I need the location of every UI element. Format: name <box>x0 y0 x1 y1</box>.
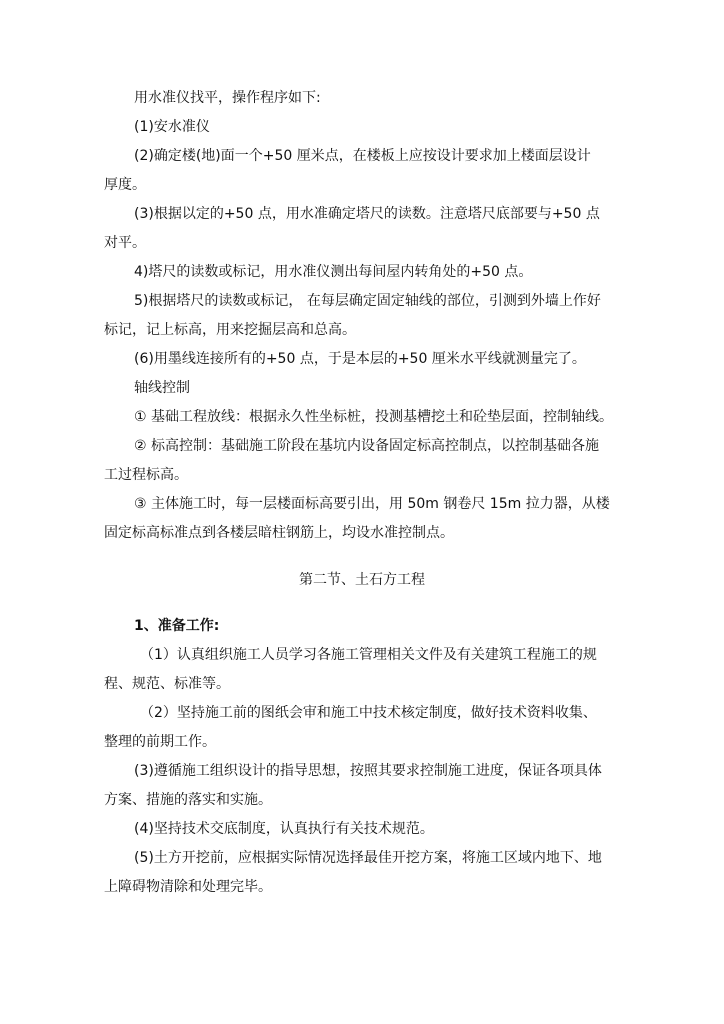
paragraph-line: 标记，记上标高，用来挖掘层高和总高。 <box>104 322 356 338</box>
paragraph-line: ① 基础工程放线：根据永久性坐标桩，投测基槽挖土和砼垫层面，控制轴线。 <box>134 409 613 425</box>
paragraph-line: (6)用墨线连接所有的+50 点，于是本层的+50 厘米水平线就测量完了。 <box>134 351 586 367</box>
subsection-title: 1、准备工作: <box>134 618 220 634</box>
paragraph-line: 用水准仪找平，操作程序如下: <box>134 90 321 106</box>
paragraph-line: (4)坚持技术交底制度，认真执行有关技术规范。 <box>134 821 434 837</box>
paragraph-line: 4)塔尺的读数或标记，用水准仪测出每间屋内转角处的+50 点。 <box>134 264 533 280</box>
paragraph-line: ③ 主体施工时，每一层楼面标高要引出，用 50m 钢卷尺 15m 拉力器，从楼 <box>134 496 610 512</box>
paragraph-line: 固定标高标准点到各楼层暗柱钢筋上，均设水准控制点。 <box>104 525 454 541</box>
paragraph-line: （1）认真组织施工人员学习各施工管理相关文件及有关建筑工程施工的规 <box>140 647 597 663</box>
paragraph-line: 轴线控制 <box>134 380 190 396</box>
paragraph-line: (1)安水准仪 <box>134 119 210 135</box>
paragraph-line: 上障碍物清除和处理完毕。 <box>104 879 272 895</box>
paragraph-line: （2）坚持施工前的图纸会审和施工中技术核定制度，做好技术资料收集、 <box>140 705 597 721</box>
paragraph-line: (3)根据以定的+50 点，用水准确定塔尺的读数。注意塔尺底部要与+50 点 <box>134 206 600 222</box>
paragraph-line: (3)遵循施工组织设计的指导思想，按照其要求控制施工进度，保证各项具体 <box>134 763 602 779</box>
paragraph-line: 工过程标高。 <box>104 467 188 483</box>
paragraph-line: (2)确定楼(地)面一个+50 厘米点，在楼板上应按设计要求加上楼面层设计 <box>134 148 591 164</box>
paragraph-line: 方案、措施的落实和实施。 <box>104 792 272 808</box>
paragraph-line: 5)根据塔尺的读数或标记， 在每层确定固定轴线的部位，引测到外墙上作好 <box>134 293 601 309</box>
paragraph-line: 整理的前期工作。 <box>104 734 216 750</box>
paragraph-line: ② 标高控制：基础施工阶段在基坑内设备固定标高控制点，以控制基础各施 <box>134 438 599 454</box>
paragraph-line: 厚度。 <box>104 177 146 193</box>
section-title: 第二节、土石方工程 <box>299 572 425 588</box>
paragraph-line: (5)土方开挖前，应根据实际情况选择最佳开挖方案，将施工区域内地下、地 <box>134 850 602 866</box>
paragraph-line: 对平。 <box>104 235 146 251</box>
paragraph-line: 程、规范、标准等。 <box>104 676 230 692</box>
